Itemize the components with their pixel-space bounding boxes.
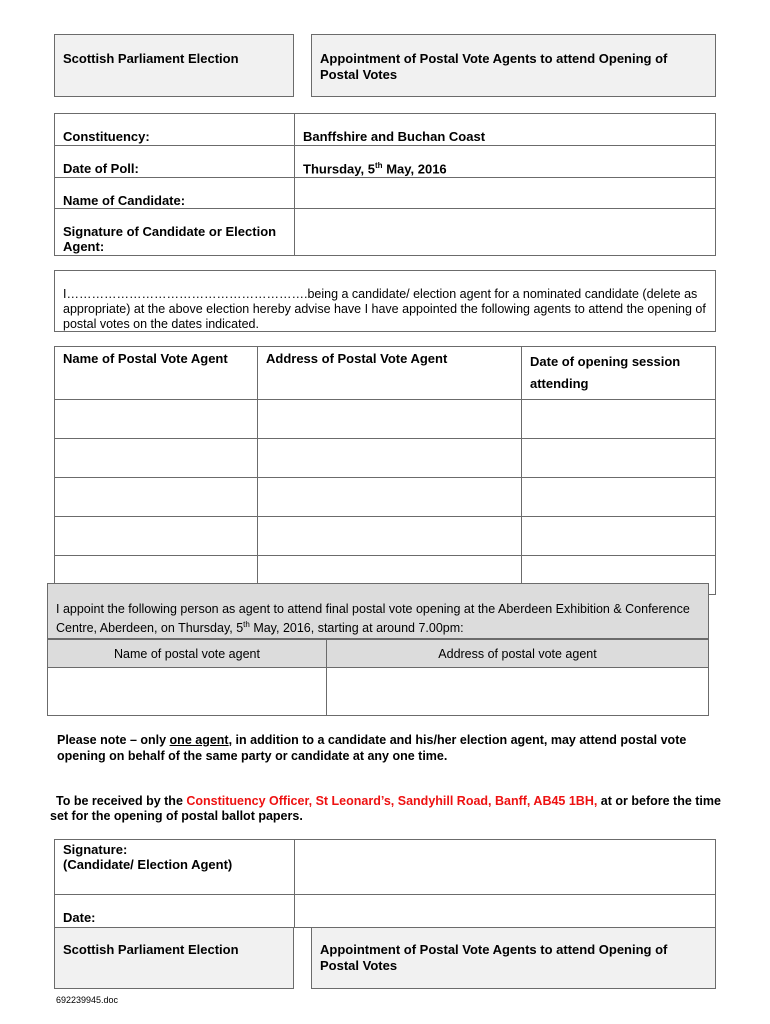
receipt-instruction: To be received by the Constituency Officer, St Leonard’s, Sandyhill Road, Banff, AB45 1BH, at or before the time set for the opening of postal ballot papers. (50, 794, 721, 823)
signature-field[interactable] (295, 209, 716, 256)
signoff-date-label: Date: (55, 895, 295, 928)
declaration-box (54, 270, 716, 332)
signoff-signature-label: Signature: (Candidate/ Election Agent) (55, 840, 295, 895)
final-agent-address-cell[interactable] (327, 668, 709, 716)
table-row (55, 400, 716, 439)
candidate-info-table (54, 113, 716, 256)
agent-address-header: Address of Postal Vote Agent (258, 347, 522, 400)
agent-address-cell[interactable] (258, 439, 522, 478)
final-agent-name-cell[interactable] (48, 668, 327, 716)
agent-date-cell[interactable] (522, 439, 716, 478)
agent-date-cell[interactable] (522, 400, 716, 439)
table-row (55, 478, 716, 517)
agent-name-cell[interactable] (55, 517, 258, 556)
signature-label: Signature of Candidate or Election Agent: (55, 209, 295, 256)
footer-left-box (54, 927, 294, 989)
agent-date-cell[interactable] (522, 517, 716, 556)
table-row (55, 517, 716, 556)
final-agent-table (47, 639, 709, 716)
candidate-name-field[interactable] (295, 178, 716, 209)
signoff-signature-field[interactable] (295, 840, 716, 895)
date-of-poll-value: Thursday, 5th May, 2016 (295, 146, 716, 178)
agent-address-cell[interactable] (258, 517, 522, 556)
agent-name-header: Name of Postal Vote Agent (55, 347, 258, 400)
agent-address-cell[interactable] (258, 400, 522, 439)
constituency-label: Constituency: (55, 114, 295, 146)
agent-date-cell[interactable] (522, 478, 716, 517)
agent-address-cell[interactable] (258, 478, 522, 517)
final-agent-address-header: Address of postal vote agent (327, 640, 709, 668)
header-right-title: Appointment of Postal Vote Agents to attend Opening of Postal Votes (320, 51, 668, 82)
final-opening-text: I appoint the following person as agent to attend final postal vote opening at the Aberdeen Exhibition & Conference Centre, Aberdeen, on Thursday, 5th May, 2016, starting at around 7.00pm: (56, 602, 690, 636)
postal-vote-agents-table (54, 346, 716, 595)
signoff-table (54, 839, 716, 928)
agent-name-cell[interactable] (55, 400, 258, 439)
constituency-value: Banffshire and Buchan Coast (295, 114, 716, 146)
header-right-box (311, 34, 716, 97)
date-of-poll-label: Date of Poll: (55, 146, 295, 178)
candidate-name-label: Name of Candidate: (55, 178, 295, 209)
please-note: Please note – only one agent, in addition to a candidate and his/her election agent, may attend postal vote opening on behalf of the same party or candidate at any one time. (57, 733, 687, 763)
footer-right-title: Appointment of Postal Vote Agents to attend Opening of Postal Votes (320, 942, 668, 973)
final-agent-name-header: Name of postal vote agent (48, 640, 327, 668)
agent-name-cell[interactable] (55, 439, 258, 478)
footer-left-title: Scottish Parliament Election (63, 942, 239, 957)
header-left-box (54, 34, 294, 97)
table-row (55, 439, 716, 478)
declaration-text: I………………………………………………….being a candidate/ election agent for a nominated candidate (delete as appropriate) at the above election hereby advise have I have appointed the following agents to attend the opening of postal votes on the dates indicated. (63, 287, 706, 331)
footer-right-box (311, 927, 716, 989)
signoff-date-field[interactable] (295, 895, 716, 928)
agent-date-header: Date of opening session attending (522, 347, 716, 400)
agent-name-cell[interactable] (55, 478, 258, 517)
final-opening-box (47, 583, 709, 639)
document-filename: 692239945.doc (56, 995, 119, 1005)
header-left-title: Scottish Parliament Election (63, 51, 239, 66)
table-row (48, 668, 709, 716)
